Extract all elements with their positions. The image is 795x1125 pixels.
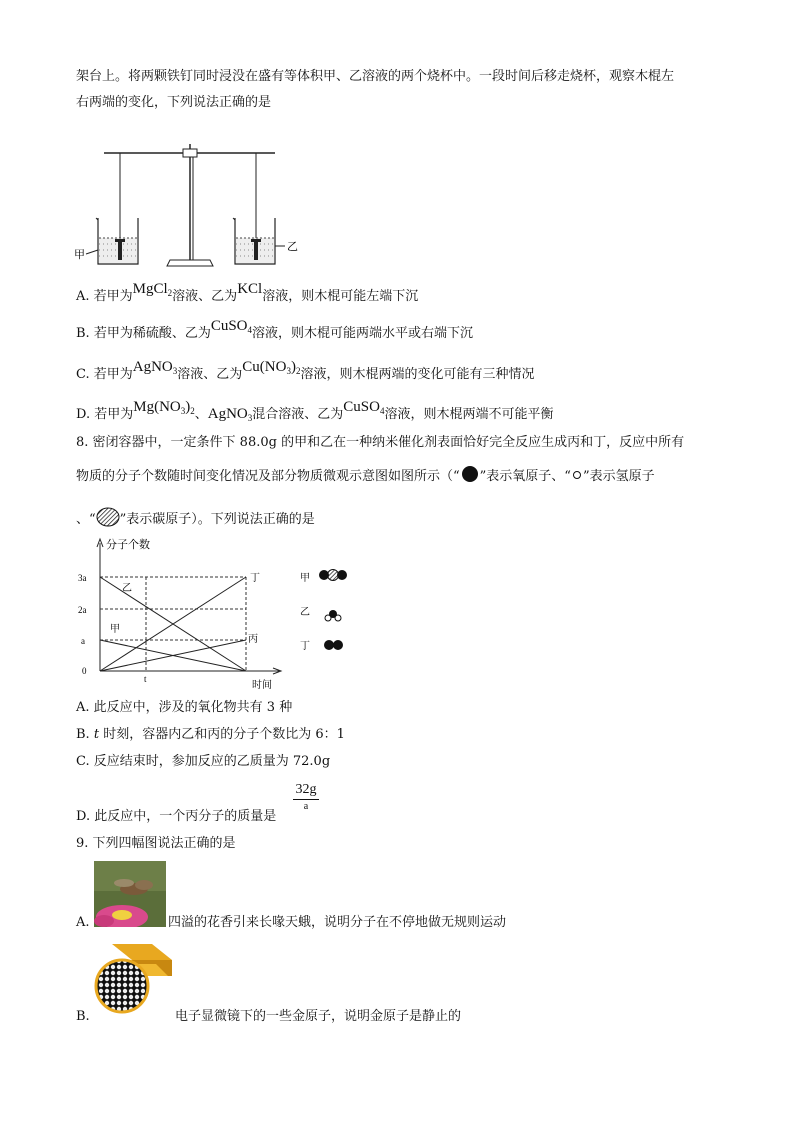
q9-title: 9. 下列四幅图说法正确的是 bbox=[76, 836, 236, 851]
gold-atoms-image bbox=[92, 940, 176, 1016]
intro-line-1: 架台上。将两颗铁钉同时浸没在盛有等体积甲、乙溶液的两个烧杯中。一段时间后移走烧杯，观察木棍左 bbox=[76, 69, 675, 84]
ytick-0: 0 bbox=[82, 666, 87, 676]
q7-option-c: C. 若甲为AgNO$_3$溶液、乙为$Cu(NO_3)_2$溶液，则木棍两端的变化可能有三种情况 bbox=[76, 359, 535, 382]
legend-jia-carbon-icon bbox=[328, 570, 339, 581]
q8-option-d: D. 此反应中，一个丙分子的质量是 bbox=[76, 809, 277, 824]
q8-line-1: 8. 密闭容器中，一定条件下 88.0g 的甲和乙在一种纳米催化剂表面恰好完全反应生成丙和丁，反应中所有 bbox=[76, 435, 685, 450]
series-label-ding: 丁 bbox=[250, 573, 260, 584]
hydrogen-atom-icon bbox=[573, 471, 581, 479]
fig7-label-left: 甲 bbox=[74, 249, 85, 261]
ytick-3a: 3a bbox=[78, 573, 87, 583]
intro-line-2: 右两端的变化，下列说法正确的是 bbox=[76, 95, 272, 110]
q9-option-a-label: A. bbox=[76, 915, 90, 930]
ytick-a: a bbox=[81, 636, 85, 646]
q7-option-a: A. 若甲为MgCl$_2$溶液、乙为KCl溶液，则木棍可能左端下沉 bbox=[76, 281, 419, 304]
legend-label-yi: 乙 bbox=[300, 607, 310, 618]
fraction-denominator: a bbox=[303, 801, 309, 812]
legend-yi-hydrogen-left-icon bbox=[325, 615, 331, 621]
q8-option-a: A. 此反应中，涉及的氧化物共有 3 种 bbox=[76, 700, 293, 715]
fraction bbox=[293, 781, 319, 814]
q8-option-c: C. 反应结束时，参加反应的乙质量为 72.0g bbox=[76, 754, 331, 769]
q7-option-b: B. 若甲为稀硫酸、乙为CuSO$_4$溶液，则木棍可能两端水平或右端下沉 bbox=[76, 318, 474, 341]
legend-label-jia: 甲 bbox=[300, 573, 310, 584]
balance-beaker-figure bbox=[70, 140, 310, 275]
q8-line-3: 、“ ”表示碳原子）。下列说法正确的是 bbox=[76, 507, 315, 529]
q9-option-a-text: 四溢的花香引来长喙天蛾，说明分子在不停地做无规则运动 bbox=[168, 915, 507, 930]
fraction-numerator: 32g bbox=[293, 781, 319, 800]
molecule-count-chart bbox=[74, 533, 374, 693]
q9-option-b-text: 电子显微镜下的一些金原子，说明金原子是静止的 bbox=[175, 1009, 462, 1024]
series-label-jia: 甲 bbox=[110, 624, 120, 635]
carbon-atom-icon bbox=[96, 507, 120, 527]
legend-ding-oxygen-left-icon bbox=[324, 640, 334, 650]
chart-xlabel: 时间 bbox=[252, 680, 272, 691]
legend-ding-oxygen-right-icon bbox=[333, 640, 343, 650]
legend-yi-hydrogen-right-icon bbox=[335, 615, 341, 621]
legend-label-ding: 丁 bbox=[300, 641, 310, 652]
q8-line-2: 物质的分子个数随时间变化情况及部分物质微观示意图如图所示（“ ”表示氧原子、“ ”表示氢原子 bbox=[76, 466, 655, 486]
xtick-t: t bbox=[144, 674, 147, 684]
oxygen-atom-icon bbox=[462, 466, 478, 482]
series-label-bing: 丙 bbox=[248, 634, 258, 645]
hawkmoth-flower-image bbox=[94, 861, 166, 927]
q9-option-b-label: B. bbox=[76, 1009, 90, 1024]
q8-option-b: B. t 时刻，容器内乙和丙的分子个数比为 6：1 bbox=[76, 727, 345, 742]
q7-option-d: D. 若甲为$Mg(NO_3)_2$、AgNO$_3$混合溶液、乙为CuSO$_4$溶液，则木棍两端不可能平衡 bbox=[76, 399, 554, 423]
series-label-yi: 乙 bbox=[122, 583, 132, 594]
ytick-2a: 2a bbox=[78, 605, 87, 615]
fig7-label-right: 乙 bbox=[287, 241, 298, 253]
legend-jia-oxygen-right-icon bbox=[337, 570, 347, 580]
chart-ylabel: 分子个数 bbox=[106, 539, 150, 551]
